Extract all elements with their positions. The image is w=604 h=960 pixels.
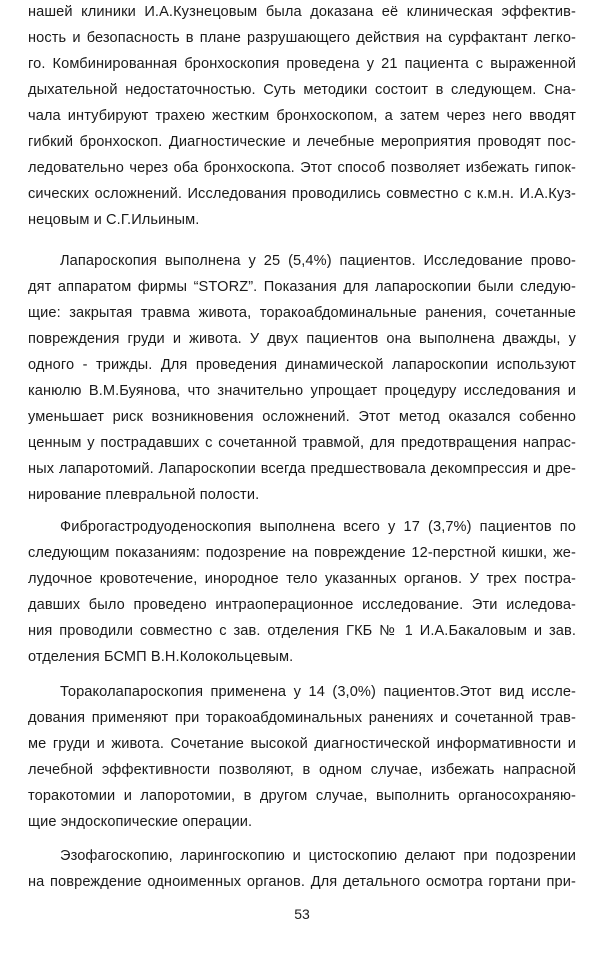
paragraph-first-line: Фиброгастродуоденоскопия выполнена всего у 17 (3,7%) пациентов по	[60, 519, 576, 535]
text-line: на повреждение одноименных органов. Для детального осмотра гортани при-	[28, 874, 576, 890]
paragraph-first-line: Лапароскопия выполнена у 25 (5,4%) пациентов. Исследование прово-	[60, 253, 576, 269]
text-line: ме груди и живота. Сочетание высокой диагностической информативности и	[28, 736, 576, 752]
paragraph-first-line: Эзофагоскопию, ларингоскопию и цистоскопию делают при подозрении	[60, 848, 576, 864]
text-line: сических осложнений. Исследования проводились совместно с к.м.н. И.А.Куз-	[28, 186, 576, 202]
text-line: нецовым и С.Г.Ильиным.	[28, 212, 200, 228]
paragraph-first-line: Тораколапароскопия применена у 14 (3,0%) пациентов.Этот вид иссле-	[60, 684, 576, 700]
text-line: гибкий бронхоскоп. Диагностические и лечебные мероприятия проводят пос-	[28, 134, 576, 150]
text-line: лечебной эффективности позволяют, в одном случае, избежать напрасной	[28, 762, 576, 778]
text-line: лудочное кровотечение, инородное тело указанных органов. У трех постра-	[28, 571, 576, 587]
text-line: щие: закрытая травма живота, торакоабдоминальные ранения, сочетанные	[28, 305, 576, 321]
text-line: повреждения груди и живота. У двух пациентов она выполнена дважды, у	[28, 331, 576, 347]
text-line: нирование плевральной полости.	[28, 487, 260, 503]
text-line: давших было проведено интраоперационное исследование. Эти иследова-	[28, 597, 576, 613]
text-line: торакотомии и лапоротомии, в другом случае, выполнить органосохраняю-	[28, 788, 576, 804]
text-line: канюлю В.М.Буянова, что значительно упрощает процедуру исследования и	[28, 383, 576, 399]
text-line: дования применяют при торакоабдоминальных ранениях и сочетанной трав-	[28, 710, 576, 726]
text-line: отделения БСМП В.Н.Колокольцевым.	[28, 649, 294, 665]
text-line: ценным у пострадавших с сочетанной травмой, для предотвращения напрас-	[28, 435, 576, 451]
text-line: щие эндоскопические операции.	[28, 814, 253, 830]
text-line: чала интубируют трахею жестким бронхоскопом, а затем через него вводят	[28, 108, 576, 124]
text-line: ность и безопасность в плане разрушающего действия на сурфактант легко-	[28, 30, 576, 46]
text-line: следующим показаниям: подозрение на повреждение 12-перстной кишки, же-	[28, 545, 576, 561]
text-line: дыхательной недостаточностью. Суть методики состоит в следующем. Сна-	[28, 82, 576, 98]
text-line: дят аппаратом фирмы “STORZ”. Показания для лапароскопии были следую-	[28, 279, 576, 295]
page-number: 53	[294, 906, 310, 922]
text-line: ния проводили совместно с зав. отделения ГКБ № 1 И.А.Бакаловым и зав.	[28, 623, 576, 639]
text-line: уменьшает риск возникновения осложнений. Этот метод оказался собенно	[28, 409, 576, 425]
text-line: нашей клиники И.А.Кузнецовым была доказана её клиническая эффектив-	[28, 4, 576, 20]
text-line: одного - трижды. Для проведения динамической лапароскопии используют	[28, 357, 576, 373]
text-line: ледовательно через оба бронхоскопа. Этот способ позволяет избежать гипок-	[28, 160, 576, 176]
text-line: го. Комбинированная бронхоскопия проведена у 21 пациента с выраженной	[28, 56, 576, 72]
text-line: ных лапаротомий. Лапароскопии всегда предшествовала декомпрессия и дре-	[28, 461, 576, 477]
